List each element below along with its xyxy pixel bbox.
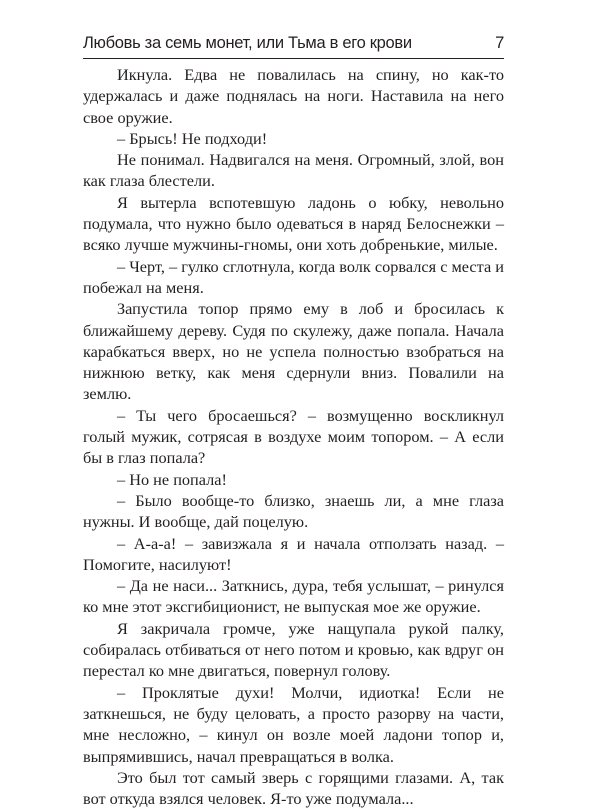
paragraph: – Черт, – гулко сглотнула, когда волк сорвался с места и побежал на меня. <box>83 256 504 297</box>
paragraph: Я вытерла вспотевшую ладонь о юбку, невольно подумала, что нужно было одеваться в наряд Белоснежки – всяко лучше мужчины-гномы, они хоть добренькие, милые. <box>83 192 504 255</box>
paragraph: – Брысь! Не подходи! <box>117 128 268 148</box>
paragraph: Икнула. Едва не повалилась на спину, но как-то удержалась и даже поднялась на ноги. Наставила на него свое оружие. <box>83 65 504 127</box>
paragraph: – Но не попала! <box>117 469 227 489</box>
paragraph: – А-а-а! – завизжала я и начала отползать назад. – Помогите, насилуют! <box>83 533 504 574</box>
paragraph: Это был тот самый зверь с горящими глазами. А, так вот откуда взялся человек. Я-то уже подумала... <box>83 767 504 809</box>
paragraph: – Ты чего бросаешься? – возмущенно воскликнул голый мужик, сотрясая в воздухе моим топором. – А если бы в глаз попала? <box>83 405 504 468</box>
body-text <box>83 64 504 809</box>
paragraph: – Было вообще-то близко, знаешь ли, а мне глаза нужны. И вообще, дай поцелую. <box>83 490 504 532</box>
book-title: Любовь за семь монет, или Тьма в его крови <box>83 34 412 52</box>
paragraph: Запустила топор прямо ему в лоб и бросилась к ближайшему дереву. Судя по скулежу, даже попала. Начала карабкаться вверх, но не успела полностью взобраться на нижнюю ветку, как меня сдернули вниз. Повалили на землю. <box>83 299 504 404</box>
paragraph: Я закричала громче, уже нащупала рукой палку, собиралась отбиваться от него потом и кровью, как вдруг он перестал ко мне двигаться, повернул голову. <box>83 618 504 681</box>
paragraph: Не понимал. Надвигался на меня. Огромный, злой, вон как глаза блестели. <box>83 150 504 191</box>
running-head <box>83 30 504 59</box>
page-number: 7 <box>495 34 504 52</box>
paragraph: – Проклятые духи! Молчи, идиотка! Если не заткнешься, не буду целовать, а просто разорву на части, мне несложно, – кинул он возле моей ладони топор и, выпрямившись, начал превращаться в волка. <box>83 682 504 766</box>
paragraph: – Да не наси... Заткнись, дура, тебя услышат, – ринулся ко мне этот эксгибиционист, не выпуская мое же оружие. <box>83 576 504 617</box>
